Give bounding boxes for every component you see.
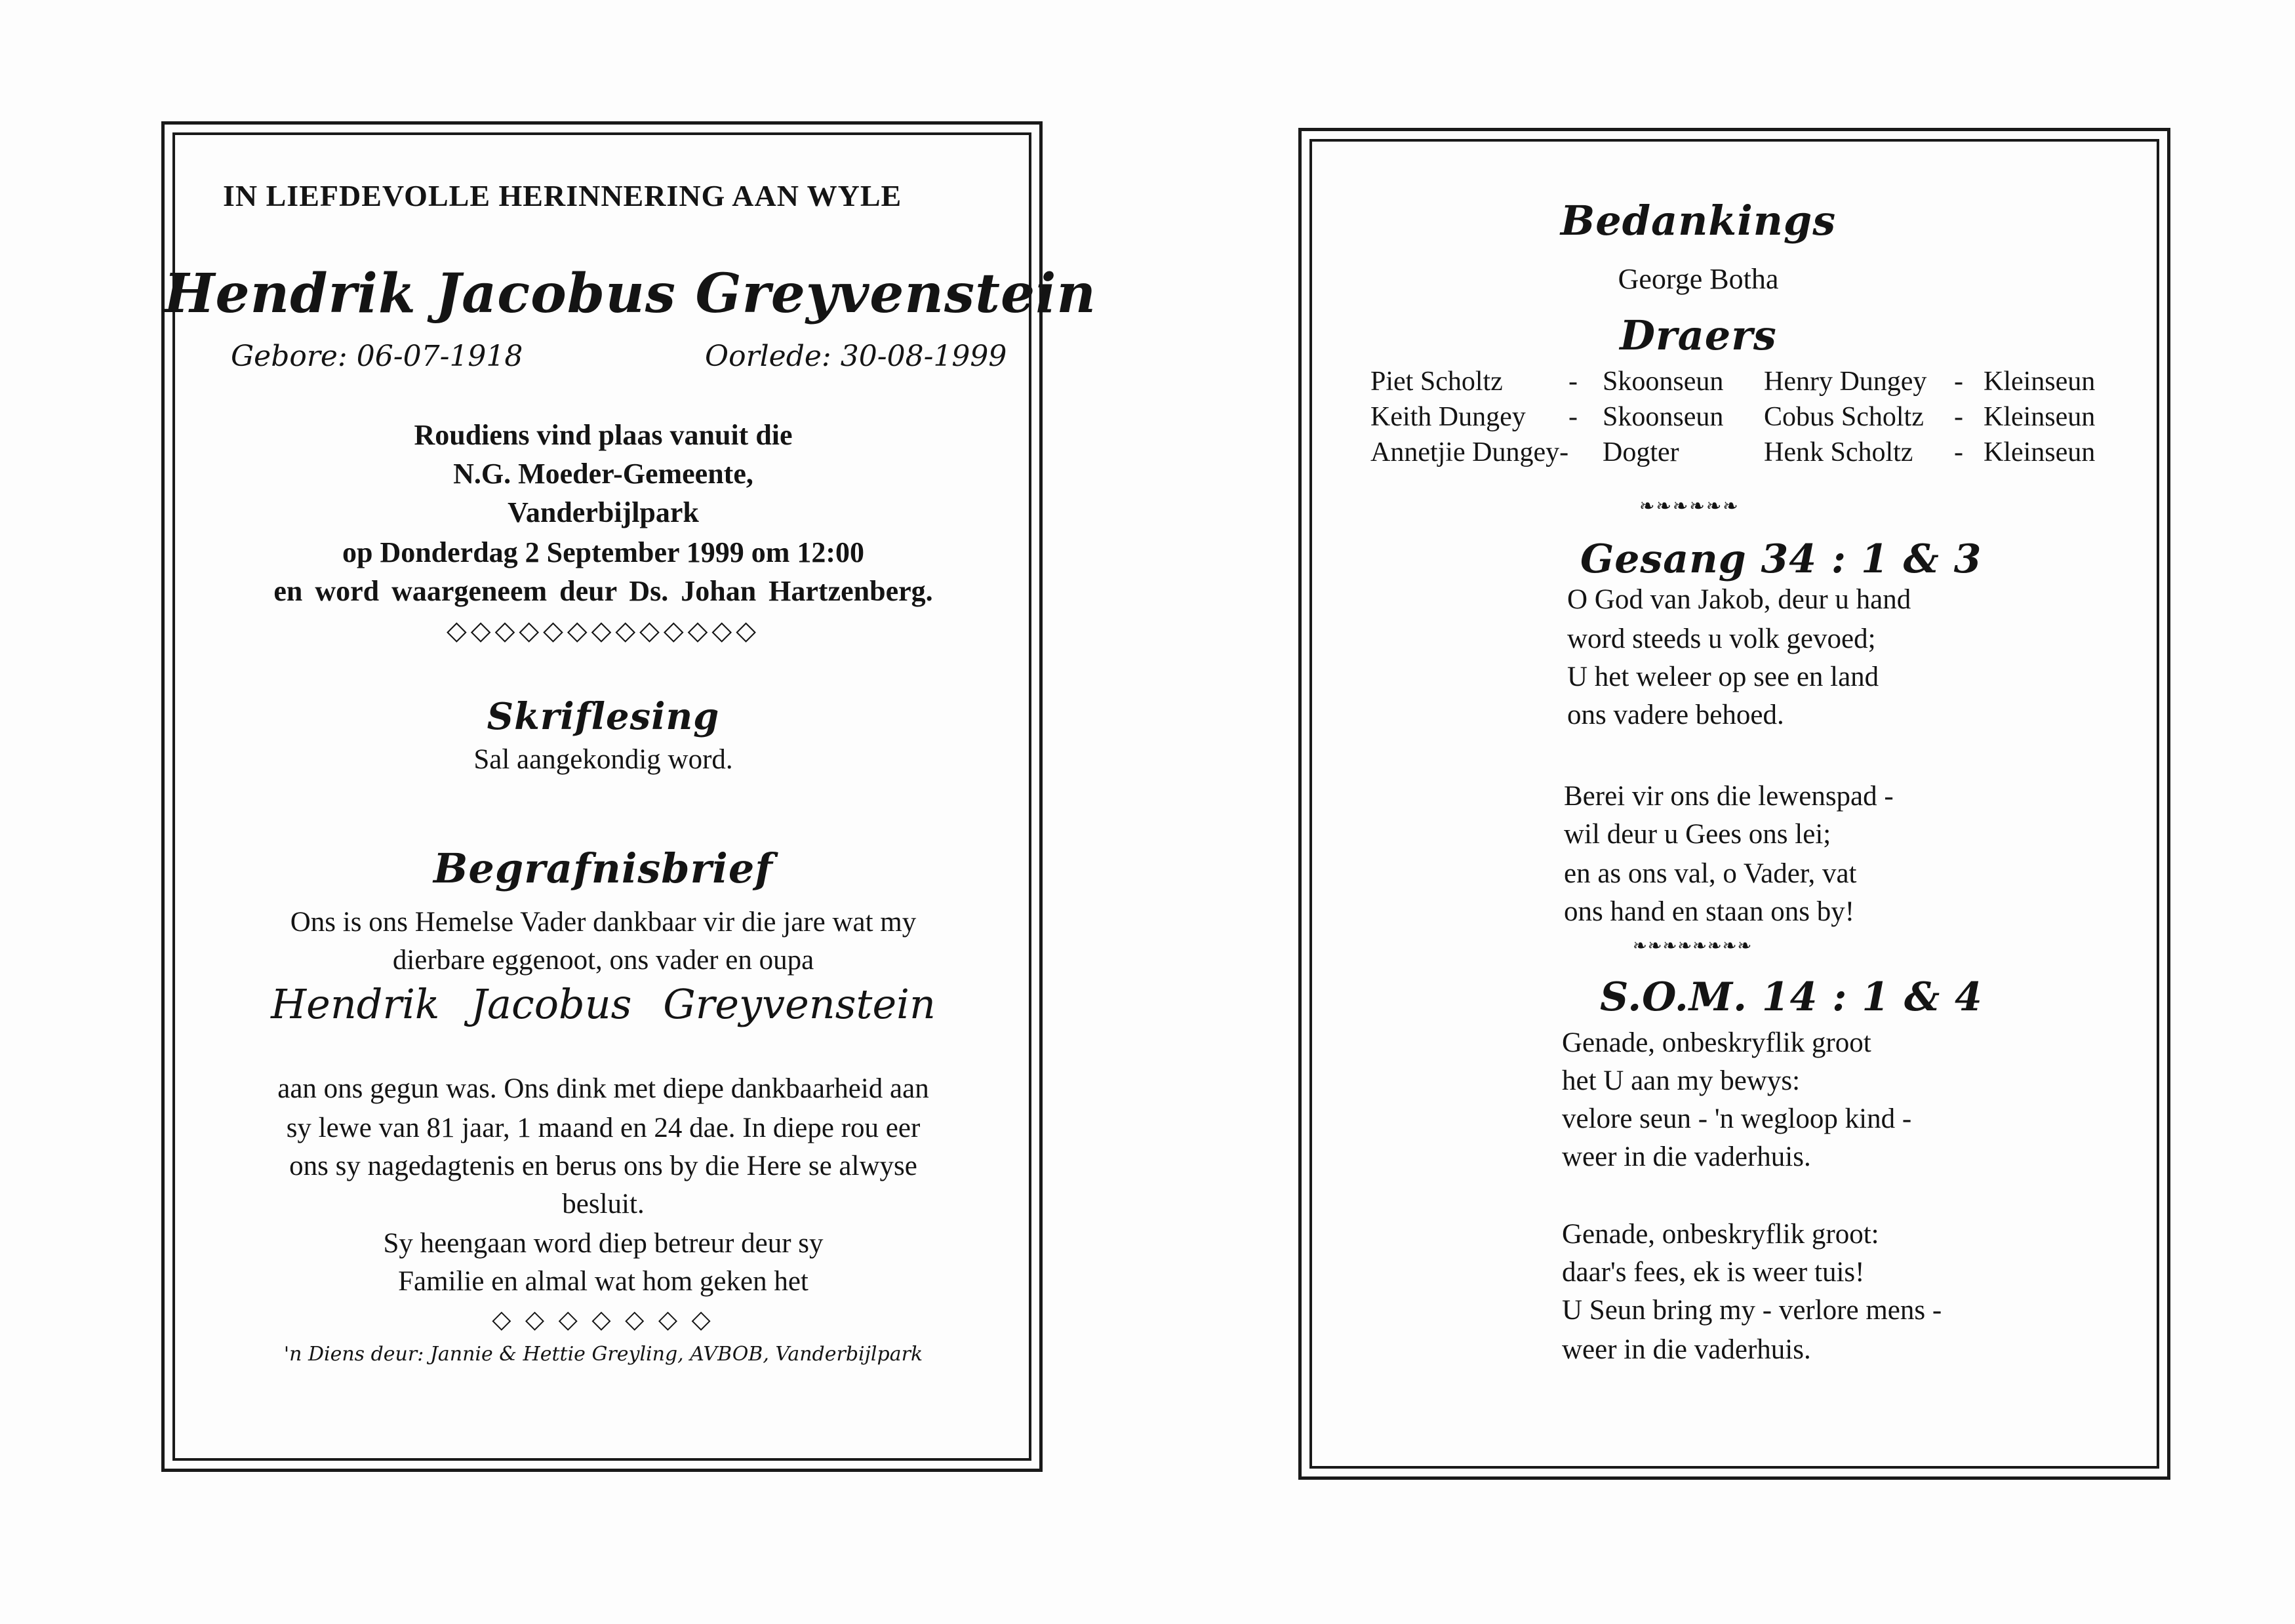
- bearer-relation: Dogter: [1603, 437, 1679, 467]
- diamond-ornament: ◇ ◇ ◇ ◇ ◇ ◇ ◇: [492, 1306, 715, 1334]
- letter-line: Familie en almal wat hom geken het: [398, 1266, 808, 1297]
- hymn-line: U het weleer op see en land: [1567, 662, 1879, 692]
- hymn-line: en as ons val, o Vader, vat: [1564, 858, 1857, 889]
- bearer-relation: Kleinseun: [1984, 402, 2096, 432]
- left-page-inner-border: [172, 132, 1031, 1461]
- hymn-line: ons vadere behoed.: [1567, 700, 1784, 730]
- letter-line: dierbare eggenoot, ons vader en oupa: [392, 945, 814, 976]
- hymn-heading: Gesang 34 : 1 & 3: [1580, 536, 1982, 582]
- hymn-line: daar's fees, ek is weer tuis!: [1562, 1257, 1865, 1288]
- service-line: Roudiens vind plaas vanuit die: [414, 419, 793, 451]
- service-by-credit: 'n Diens deur: Jannie & Hettie Greyling, AVBOB, Vanderbijlpark: [283, 1343, 923, 1366]
- hymn-line: Berei vir ons die lewenspad -: [1564, 781, 1894, 812]
- bearers-heading: Draers: [1620, 311, 1777, 359]
- bearer-name: Henk Scholtz: [1764, 437, 1913, 467]
- birth-date: Gebore: 06-07-1918: [231, 340, 523, 373]
- hymn-line: ons hand en staan ons by!: [1564, 896, 1855, 927]
- bearer-name: Cobus Scholtz: [1764, 402, 1924, 432]
- deceased-name-title: Hendrik Jacobus Greyvenstein: [164, 262, 1096, 325]
- leaf-ornament: ❧❧❧❧❧❧: [1639, 496, 1740, 517]
- thanks-heading: Bedankings: [1560, 197, 1837, 245]
- hymn-line: Genade, onbeskryflik groot:: [1562, 1219, 1879, 1250]
- hymn-line: wil deur u Gees ons lei;: [1564, 819, 1831, 850]
- letter-heading: Begrafnisbrief: [433, 844, 773, 892]
- bearer-relation: Kleinseun: [1984, 437, 2096, 467]
- bearer-name: Keith Dungey: [1370, 402, 1526, 432]
- bearer-dash: -: [1954, 366, 1963, 397]
- hymn-line: Genade, onbeskryflik groot: [1562, 1027, 1871, 1058]
- bearer-name: Annetjie Dungey-: [1370, 437, 1569, 467]
- diamond-ornament: ◇◇◇◇◇◇◇◇◇◇◇◇◇: [447, 616, 760, 645]
- skriflesing-text: Sal aangekondig word.: [473, 744, 733, 775]
- letter-line: sy lewe van 81 jaar, 1 maand en 24 dae. In diepe rou eer: [286, 1113, 921, 1143]
- hymn-line: velore seun - 'n wegloop kind -: [1562, 1103, 1912, 1134]
- bearer-relation: Skoonseun: [1603, 366, 1724, 397]
- hymn-line: weer in die vaderhuis.: [1562, 1141, 1811, 1172]
- skriflesing-heading: Skriflesing: [487, 695, 720, 738]
- hymn-line: weer in die vaderhuis.: [1562, 1334, 1811, 1365]
- letter-line: besluit.: [562, 1189, 645, 1219]
- service-line: N.G. Moeder-Gemeente,: [453, 458, 753, 490]
- bearer-dash: -: [1568, 402, 1578, 432]
- hymn-heading: S.O.M. 14 : 1 & 4: [1600, 974, 1983, 1020]
- leaf-ornament: ❧❧❧❧❧❧❧❧: [1633, 936, 1753, 955]
- hymn-line: U Seun bring my - verlore mens -: [1562, 1295, 1942, 1326]
- bearer-relation: Skoonseun: [1603, 402, 1724, 432]
- letter-line: aan ons gegun was. Ons dink met diepe dankbaarheid aan: [277, 1073, 929, 1104]
- deceased-name-script: Hendrik Jacobus Greyvenstein: [271, 980, 936, 1028]
- bearer-name: Piet Scholtz: [1370, 366, 1503, 397]
- hymn-line: het U aan my bewys:: [1562, 1065, 1801, 1096]
- hymn-line: word steeds u volk gevoed;: [1567, 624, 1876, 654]
- bearer-relation: Kleinseun: [1984, 366, 2096, 397]
- letter-line: Sy heengaan word diep betreur deur sy: [383, 1228, 824, 1259]
- memorial-heading: IN LIEFDEVOLLE HERINNERING AAN WYLE: [223, 179, 902, 212]
- service-line: en word waargeneem deur Ds. Johan Hartzenberg.: [273, 575, 933, 607]
- hymn-line: O God van Jakob, deur u hand: [1567, 584, 1911, 615]
- bearer-dash: -: [1568, 366, 1578, 397]
- letter-line: ons sy nagedagtenis en berus ons by die Here se alwyse: [289, 1151, 917, 1181]
- letter-line: Ons is ons Hemelse Vader dankbaar vir die jare wat my: [290, 907, 917, 938]
- thanks-name: George Botha: [1618, 263, 1779, 295]
- service-line: op Donderdag 2 September 1999 om 12:00: [342, 536, 865, 568]
- bearer-dash: -: [1954, 437, 1963, 467]
- bearer-name: Henry Dungey: [1764, 366, 1927, 397]
- death-date: Oorlede: 30-08-1999: [705, 340, 1007, 373]
- bearer-dash: -: [1954, 402, 1963, 432]
- service-line: Vanderbijlpark: [508, 496, 699, 528]
